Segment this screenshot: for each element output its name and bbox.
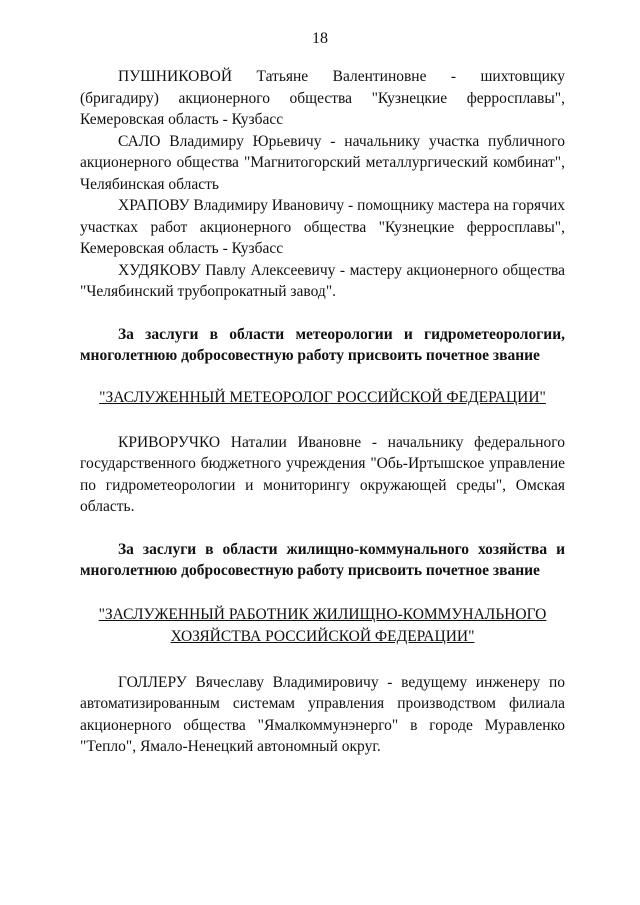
- housing-section-heading: За заслуги в области жилищно-коммунального хозяйства и многолетнюю добросовестную работу присвоить почетное звание: [80, 540, 565, 579]
- meteorology-section-heading: За заслуги в области метеорологии и гидрометеорологии, многолетнюю добросовестную работу присвоить почетное звание: [80, 325, 565, 364]
- award-entry-khudyakov: ХУДЯКОВУ Павлу Алексеевичу - мастеру акционерного общества "Челябинский трубопрокатный завод".: [80, 261, 565, 300]
- meteorology-honorary-title: "ЗАСЛУЖЕННЫЙ МЕТЕОРОЛОГ РОССИЙСКОЙ ФЕДЕРАЦИИ": [99, 388, 546, 406]
- award-entry-khrapov: ХРАПОВУ Владимиру Ивановичу - помощнику мастера на горячих участках работ акционерного общества "Кузнецкие ферросплавы", Кемеровская область - Кузбасс: [80, 197, 565, 257]
- housing-honorary-title-line1: "ЗАСЛУЖЕННЫЙ РАБОТНИК ЖИЛИЩНО-КОММУНАЛЬНОГО: [98, 605, 547, 623]
- document-body: [80, 66, 565, 758]
- award-entry-salo: САЛО Владимиру Юрьевичу - начальнику участка публичного акционерного общества "Магнитогорский металлургический комбинат", Челябинская область: [80, 132, 565, 193]
- award-entry-krivoruchko: КРИВОРУЧКО Наталии Ивановне - начальнику федерального государственного бюджетного учреждения "Обь-Иртышское управление по гидрометеорологии и мониторингу окружающей среды", Омская область.: [80, 433, 565, 515]
- housing-honorary-title-line2: ХОЗЯЙСТВА РОССИЙСКОЙ ФЕДЕРАЦИИ": [170, 627, 475, 645]
- page-number: 18: [312, 30, 328, 47]
- award-entry-pushnikova: ПУШНИКОВОЙ Татьяне Валентиновне - шихтовщику (бригадиру) акционерного общества "Кузнецкие ферросплавы", Кемеровская область - Кузбасс: [80, 68, 565, 128]
- award-entry-goller: ГОЛЛЕРУ Вячеславу Владимировичу - ведущему инженеру по автоматизированным системам управления производством филиала акционерного общества "Ямалкоммунэнерго" в городе Муравленко "Тепло", Ямало-Ненецкий автономный округ.: [80, 673, 565, 755]
